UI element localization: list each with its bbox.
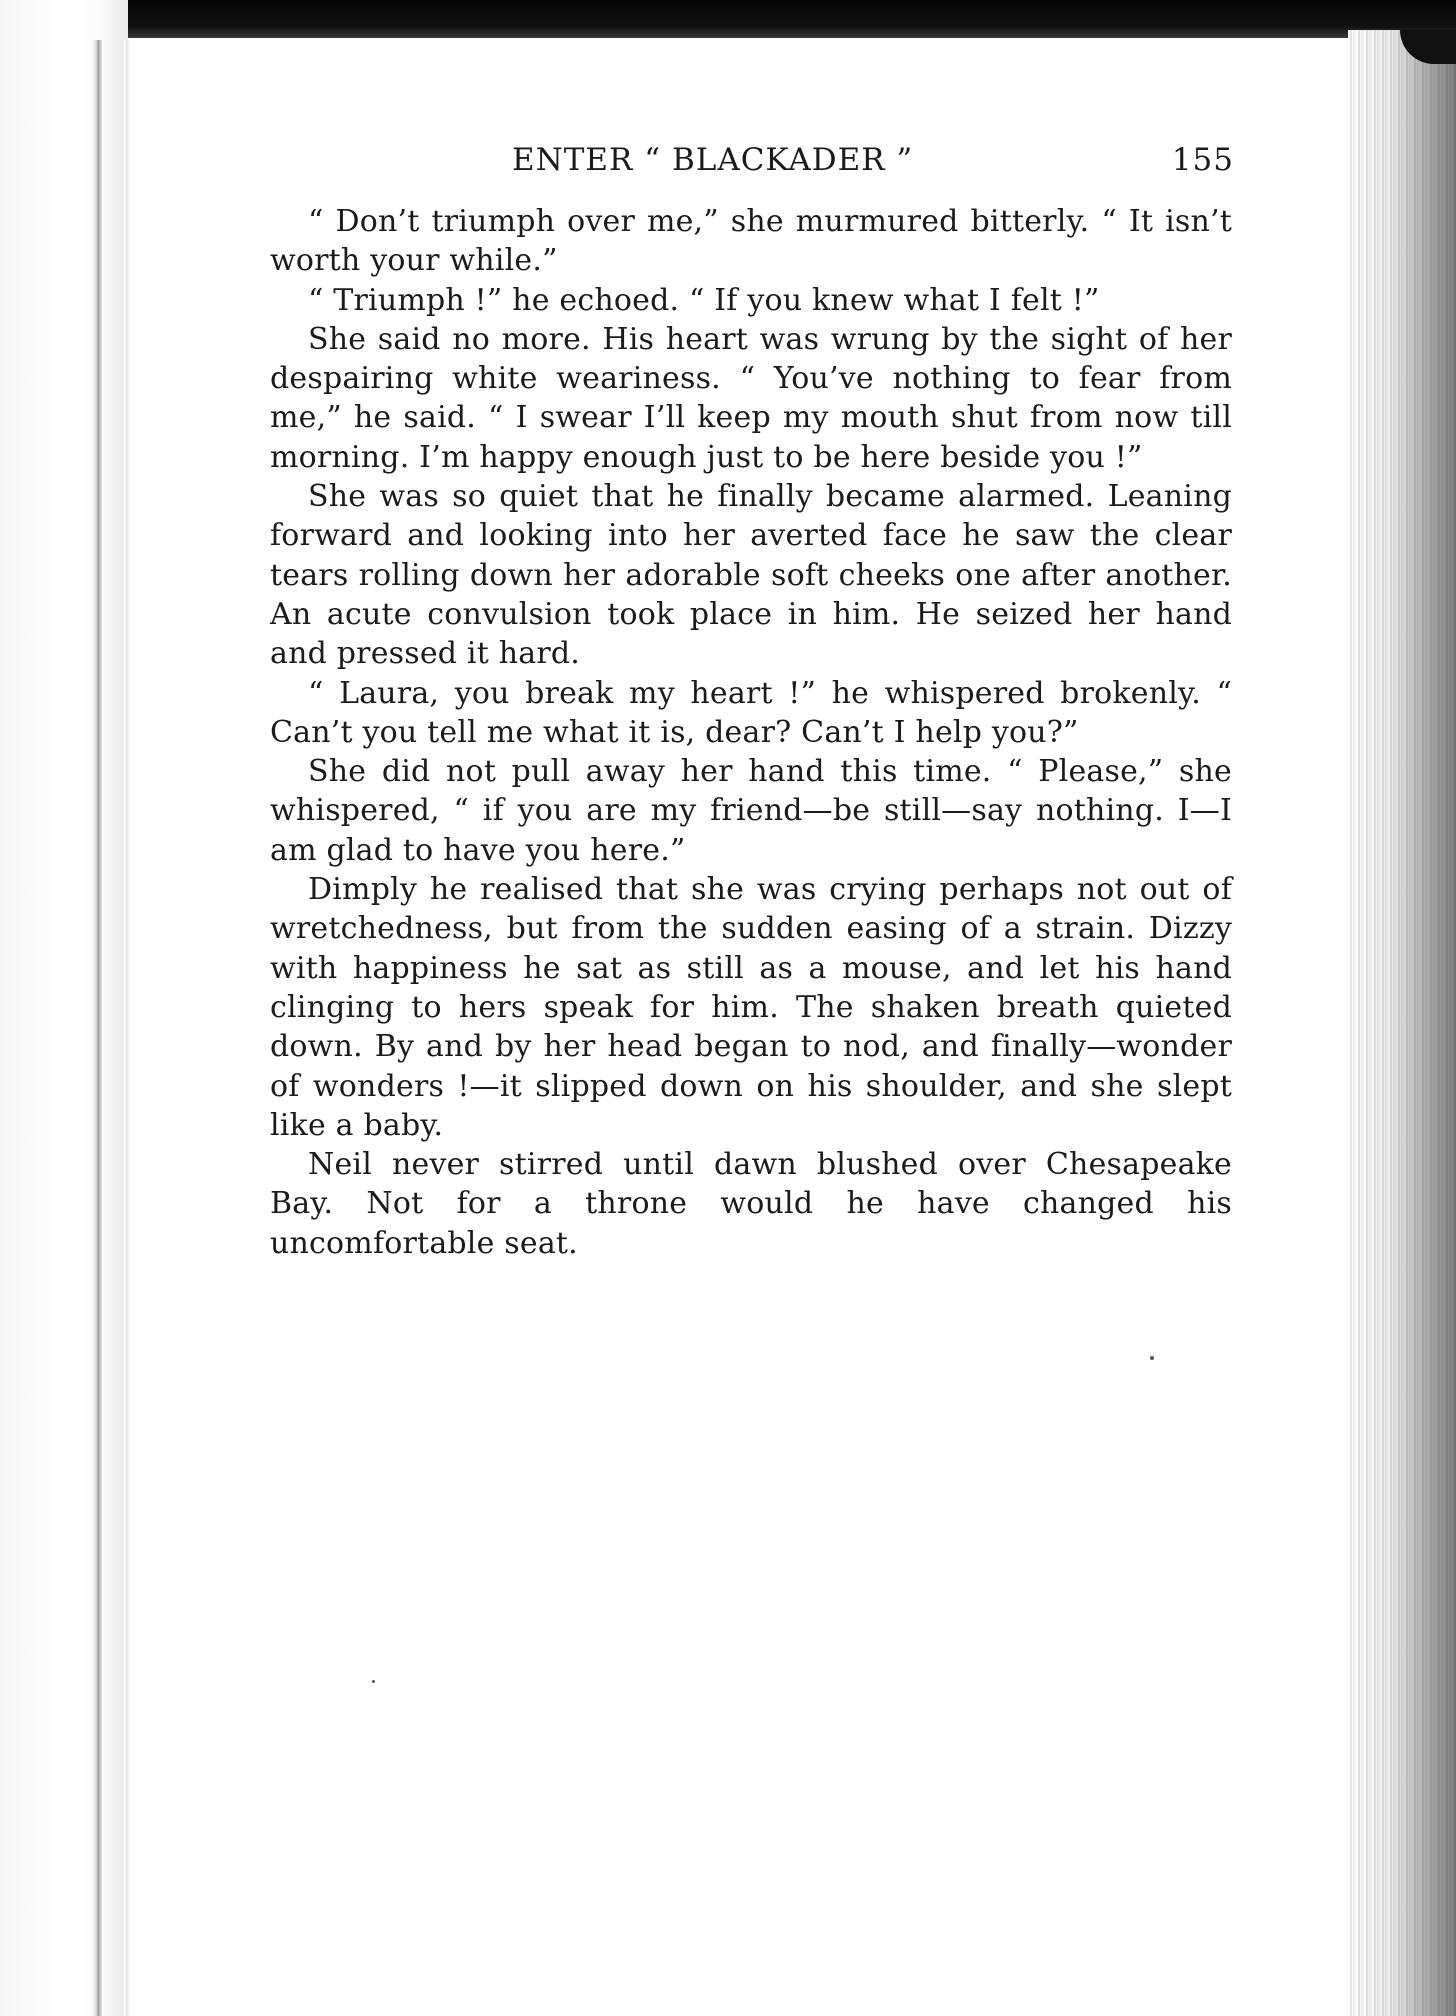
paragraph: “ Triumph !” he echoed. “ If you knew what I felt !” <box>308 282 1100 318</box>
paragraph: She did not pull away her hand this time. “ Please,” she whispered, “ if you are my friend—be still—say nothing. I—I am glad to have you here.” <box>270 754 1232 868</box>
paragraph: She was so quiet that he finally became alarmed. Leaning forward and looking into her averted face he saw the clear tears rolling down her adorable soft cheeks one after another. An acute convulsion took place in him. He seized her hand and pressed it hard. <box>270 479 1232 672</box>
page-number: 155 <box>1171 142 1234 178</box>
running-head: ENTER “ BLACKADER ” <box>512 142 914 178</box>
page-edge-shadow <box>1348 30 1456 2016</box>
print-speck <box>372 1680 375 1683</box>
gutter-crease <box>124 40 130 2016</box>
gutter-margin <box>0 0 128 2016</box>
paragraph: Dimply he realised that she was crying perhaps not out of wretchedness, but from the sudden easing of a strain. Dizzy with happiness he sat as still as a mouse, and let his hand clinging to hers speak for him. The shaken breath quieted down. By and by her head began to nod, and finally—wonder of wonders !—it slipped down on his shoulder, and she slept like a baby. <box>270 872 1232 1143</box>
page-header <box>270 142 1232 202</box>
scan-top-shadow <box>0 0 1456 38</box>
paragraph: She said no more. His heart was wrung by the sight of her despairing white weariness. “ You’ve nothing to fear from me,” he said. “ I swear I’ll keep my mouth shut from now till morning. I’m happy enough just to be here beside you !” <box>270 321 1232 475</box>
gutter-fold-line <box>92 40 102 2016</box>
print-speck <box>1150 1356 1154 1360</box>
paragraph: “ Don’t triumph over me,” she murmured bitterly. “ It isn’t worth your while.” <box>270 204 1232 279</box>
text-block <box>270 142 1232 1263</box>
body-text <box>270 202 1232 1263</box>
paragraph: Neil never stirred until dawn blushed over Chesapeake Bay. Not for a throne would he have changed his uncomfortable seat. <box>270 1147 1232 1261</box>
paragraph: “ Laura, you break my heart !” he whispered brokenly. “ Can’t you tell me what it is, dear? Can’t I help you?” <box>270 675 1232 750</box>
